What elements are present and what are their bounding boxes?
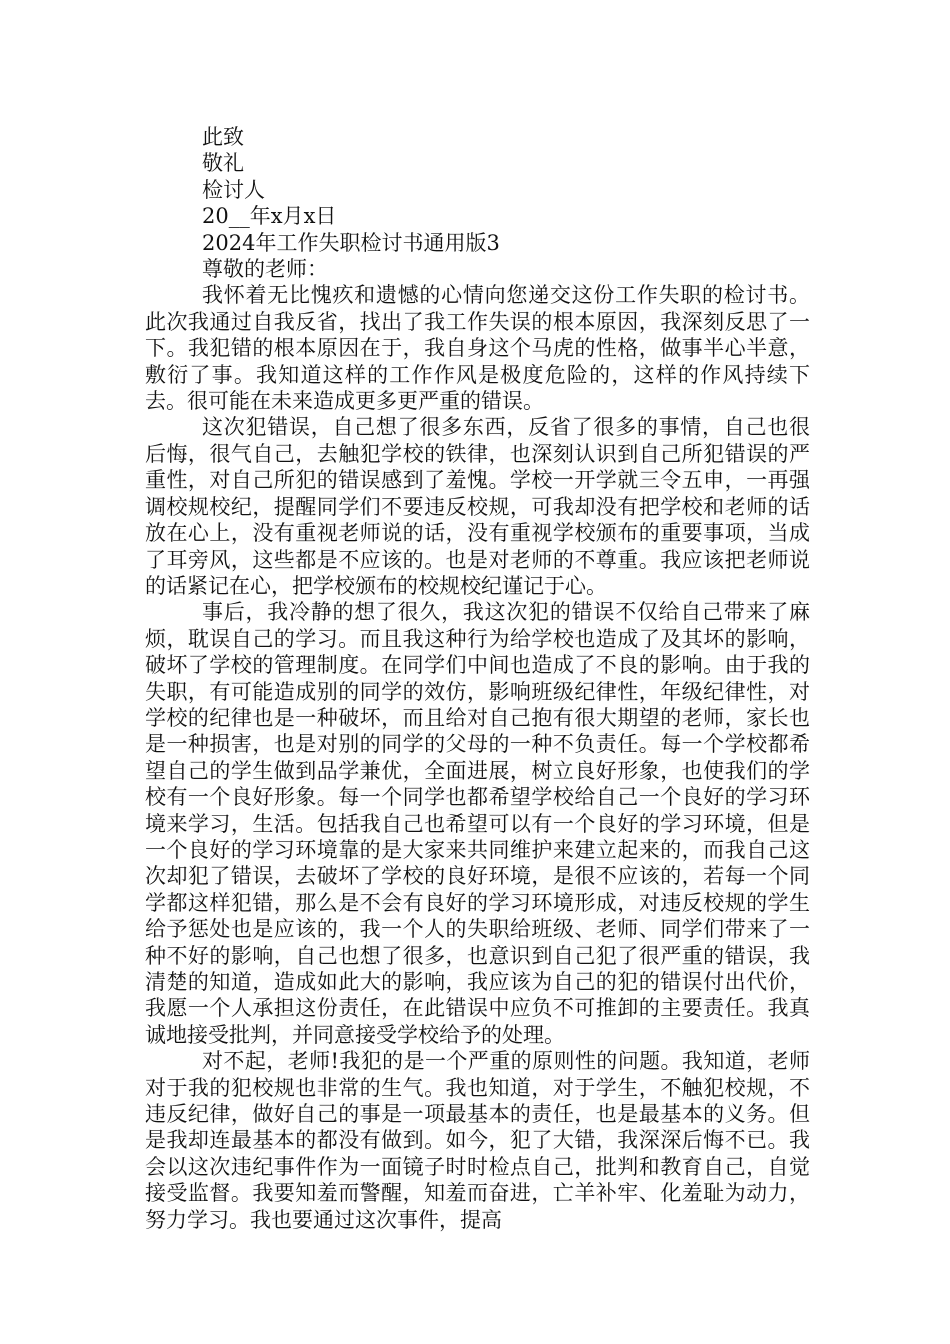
date-line: 20__年x月x日 (202, 204, 337, 229)
salutation: 尊敬的老师： (202, 257, 328, 282)
paragraph: 对不起，老师!我犯的是一个严重的原则性的问题。我知道，老师对于我的犯校规也非常的生气。我也知道，对于学生，不触犯校规，不违反纪律，做好自己的事是一项最基本的责任，也是最基本的义务。但是我却连最基本的都没有做到。如今，犯了大错，我深深后悔不已。我会以这次违纪事件作为一面镜子时时检点自己，批判和教育自己，自觉接受监督。我要知羞而警醒，知羞而奋进，亡羊补牢、化羞耻为动力，努力学习。我也要通过这次事件，提高 (145, 1049, 810, 1232)
closing-line-cizhi: 此致 (202, 125, 244, 149)
closing-line-jingli: 敬礼 (202, 151, 244, 176)
paragraph: 这次犯错误，自己想了很多东西，反省了很多的事情，自己也很后悔，很气自己，去触犯学校的铁律，也深刻认识到自己所犯错误的严重性，对自己所犯的错误感到了羞愧。学校一开学就三令五申，一再强调校规校纪，提醒同学们不要违反校规，可我却没有把学校和老师的话放在心上，没有重视老师说的话，没有重视学校颁布的重要事项，当成了耳旁风，这些都是不应该的。也是对老师的不尊重。我应该把老师说的话紧记在心，把学校颁布的校规校纪谨记于心。 (145, 415, 810, 598)
paragraph: 我怀着无比愧疚和遗憾的心情向您递交这份工作失职的检讨书。此次我通过自我反省，找出了我工作失误的根本原因，我深刻反思了一下。我犯错的根本原因在于，我自身这个马虎的性格，做事半心半意，敷衍了事。我知道这样的工作作风是极度危险的，这样的作风持续下去。很可能在未来造成更多更严重的错误。 (145, 283, 810, 414)
signer-label: 检讨人 (202, 177, 265, 202)
document-heading: 2024年工作失职检讨书通用版3 (202, 230, 500, 255)
document-body (145, 124, 810, 1233)
paragraph: 事后，我冷静的想了很久，我这次犯的错误不仅给自己带来了麻烦，耽误自己的学习。而且我这种行为给学校也造成了及其坏的影响，破坏了学校的管理制度。在同学们中间也造成了不良的影响。由于我的失职，有可能造成别的同学的效仿，影响班级纪律性，年级纪律性，对学校的纪律也是一种破坏，而且给对自己抱有很大期望的老师，家长也是一种损害，也是对别的同学的父母的一种不负责任。每一个学校都希望自己的学生做到品学兼优，全面进展，树立良好形象，也使我们的学校有一个良好形象。每一个同学也都希望学校给自己一个良好的学习环境来学习，生活。包括我自己也希望可以有一个良好的学习环境，但是一个良好的学习环境靠的是大家来共同维护来建立起来的，而我自己这次却犯了错误，去破坏了学校的良好环境，是很不应该的，若每一个同学都这样犯错，那么是不会有良好的学习环境形成，对违反校规的学生给予惩处也是应该的，我一个人的失职给班级、老师、同学们带来了一种不好的影响，自己也想了很多，也意识到自己犯了很严重的错误，我清楚的知道，造成如此大的影响，我应该为自己的犯的错误付出代价，我愿一个人承担这份责任，在此错误中应负不可推卸的主要责任。我真诚地接受批判，并同意接受学校给予的处理。 (145, 600, 810, 1047)
